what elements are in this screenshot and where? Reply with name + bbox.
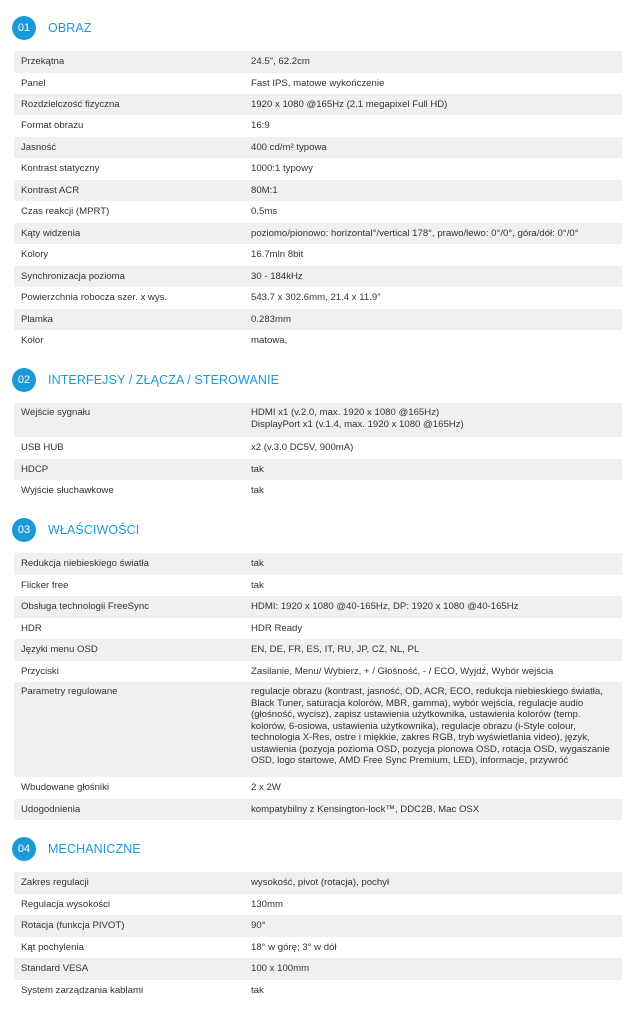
spec-label: USB HUB [21, 442, 64, 454]
spec-value: Fast IPS, matowe wykończenie [251, 77, 385, 89]
table-row [14, 480, 622, 502]
table-row [14, 180, 622, 201]
section-title: MECHANICZNE [48, 842, 141, 856]
spec-label: HDR [21, 622, 42, 634]
spec-value: 0.283mm [251, 313, 291, 325]
spec-label: HDCP [21, 463, 49, 475]
table-row [14, 437, 622, 459]
table-row [14, 459, 622, 480]
table-row [14, 575, 622, 596]
spec-label: Przekątna [21, 56, 65, 68]
section-number-badge: 03 [12, 518, 36, 542]
section-title: WŁAŚCIWOŚCI [48, 523, 140, 537]
spec-label: Kąt pochylenia [21, 941, 84, 953]
spec-label: Flicker free [21, 579, 69, 591]
table-row [14, 330, 622, 352]
table-row [14, 596, 622, 618]
spec-value: 24.5", 62.2cm [251, 56, 310, 68]
section-number-badge: 01 [12, 16, 36, 40]
spec-value: tak [251, 579, 264, 591]
spec-value: HDMI x1 (v.2.0, max. 1920 x 1080 @165Hz) DisplayPort x1 (v.1.4, max. 1920 x 1080 @165Hz) [251, 407, 464, 430]
spec-value: HDR Ready [251, 622, 303, 634]
spec-value: 0.5ms [251, 206, 278, 218]
spec-value: Zasilanie, Menu/ Wybierz, + / Głośność, - / ECO, Wyjdź, Wybór wejścia [251, 665, 554, 677]
spec-label: Regulacja wysokości [21, 898, 111, 910]
spec-value: regulacje obrazu (kontrast, jasność, OD, ACR, ECO, redukcja niebieskiego światła, Black Tuner, saturacja kolorów, MBR, gamma), wybór wejścia, regulacje audio (głośność, wycisz), zapisz ustawienia użytkownika, ustawienia kolorów (temp. kolorów, 6-osiowa, ustawienia użytkownika), regulacje obrazu (i-Style colour, technologia X-Res, ostre i miękkie, zakres RGB, tryb wyświetlania video), język, ustawienia (pozycja pozioma OSD, pozycja pionowa OSD, rotacja OSD, wygaszanie OSD, logo startowe, AMD Free Sync Premium, LED), informacje, przywróć [251, 686, 610, 766]
table-row [14, 244, 622, 266]
spec-label: Zakres regulacji [21, 877, 89, 889]
spec-value: 1000:1 typowy [251, 163, 313, 175]
table-row [14, 94, 622, 115]
table-row [14, 682, 622, 777]
spec-value: tak [251, 485, 264, 497]
table-row [14, 661, 622, 682]
table-row [14, 872, 622, 894]
spec-label: Format obrazu [21, 120, 84, 132]
table-row [14, 51, 622, 73]
spec-value: tak [251, 984, 264, 996]
spec-value: 543.7 x 302.6mm, 21.4 x 11.9" [251, 292, 381, 304]
spec-value: 80M:1 [251, 184, 278, 196]
spec-label: Kąty widzenia [21, 227, 81, 239]
spec-value: tak [251, 558, 264, 570]
spec-label: Plamka [21, 313, 53, 325]
spec-label: Kontrast ACR [21, 184, 80, 196]
table-row [14, 115, 622, 137]
spec-value: x2 (v.3.0 DC5V, 900mA) [251, 442, 354, 454]
spec-label: Obsługa technologii FreeSync [21, 601, 149, 613]
spec-value: HDMI: 1920 x 1080 @40-165Hz, DP: 1920 x 1080 @40-165Hz [251, 601, 519, 613]
table-row [14, 223, 622, 244]
spec-label: Panel [21, 77, 46, 89]
section-header-mechaniczne [12, 836, 141, 862]
spec-value: poziomo/pionowo: horizontal°/vertical 178°, prawo/lewo: 0°/0°, góra/dół: 0°/0° [251, 227, 579, 239]
spec-value: 400 cd/m² typowa [251, 141, 327, 153]
table-row [14, 158, 622, 180]
table-row [14, 799, 622, 820]
spec-label: Czas reakcji (MPRT) [21, 206, 110, 218]
spec-label: Wyjście słuchawkowe [21, 485, 114, 497]
spec-table-obraz [14, 51, 622, 352]
table-row [14, 937, 622, 958]
spec-label: Kolory [21, 249, 49, 261]
table-row [14, 618, 622, 639]
spec-label: Parametry regulowane [21, 686, 118, 697]
spec-value: kompatybilny z Kensington-lock™, DDC2B, Mac OSX [251, 803, 480, 815]
spec-label: Kontrast statyczny [21, 163, 100, 175]
spec-label: Powierzchnia robocza szer. x wys. [21, 292, 168, 304]
spec-value: 1920 x 1080 @165Hz (2.1 megapixel Full HD) [251, 98, 448, 110]
spec-label: Synchronizacja pozioma [21, 270, 125, 282]
spec-value: tak [251, 463, 264, 475]
table-row [14, 777, 622, 799]
spec-table-wlasciwosci [14, 553, 622, 820]
spec-value: 16.7mln 8bit [251, 249, 304, 261]
spec-value: EN, DE, FR, ES, IT, RU, JP, CZ, NL, PL [251, 644, 420, 656]
section-title: INTERFEJSY / ZŁĄCZA / STEROWANIE [48, 373, 280, 387]
spec-label: Przyciski [21, 665, 59, 677]
spec-label: Kolor [21, 335, 44, 347]
table-row [14, 915, 622, 937]
spec-label: Standard VESA [21, 963, 89, 975]
spec-value: 18° w górę; 3° w dół [251, 941, 337, 953]
spec-table-mechaniczne [14, 872, 622, 1001]
section-title: OBRAZ [48, 21, 92, 35]
spec-value: wysokość, pivot (rotacja), pochył [251, 877, 390, 889]
spec-value: 16:9 [251, 120, 270, 132]
spec-label: System zarządzania kablami [21, 984, 144, 996]
spec-value: 130mm [251, 898, 283, 910]
table-row [14, 958, 622, 980]
spec-value: 90° [251, 920, 266, 932]
section-header-wlasciwosci [12, 517, 139, 543]
section-header-interfejsy [12, 367, 279, 393]
table-row [14, 403, 622, 437]
spec-label: Redukcja niebieskiego światła [21, 558, 149, 570]
spec-value: matowa, [251, 335, 288, 347]
spec-label: Rozdzielczość fizyczna [21, 98, 120, 110]
spec-label: Rotacja (funkcja PIVOT) [21, 920, 125, 932]
table-row [14, 287, 622, 309]
spec-label: Wejście sygnału [21, 407, 91, 418]
section-header-obraz [12, 15, 92, 41]
table-row [14, 73, 622, 94]
spec-value: 2 x 2W [251, 782, 281, 794]
spec-label: Jasność [21, 141, 57, 153]
spec-value: 100 x 100mm [251, 963, 310, 975]
table-row [14, 309, 622, 330]
section-number-badge: 02 [12, 368, 36, 392]
spec-label: Wbudowane głośniki [21, 782, 109, 794]
table-row [14, 137, 622, 158]
section-number-badge: 04 [12, 837, 36, 861]
spec-label: Udogodnienia [21, 803, 81, 815]
table-row [14, 553, 622, 575]
spec-value: 30 - 184kHz [251, 270, 303, 282]
table-row [14, 894, 622, 915]
spec-label: Języki menu OSD [21, 644, 98, 656]
table-row [14, 201, 622, 223]
table-row [14, 266, 622, 287]
spec-table-interfejsy [14, 403, 622, 502]
table-row [14, 980, 622, 1001]
table-row [14, 639, 622, 661]
